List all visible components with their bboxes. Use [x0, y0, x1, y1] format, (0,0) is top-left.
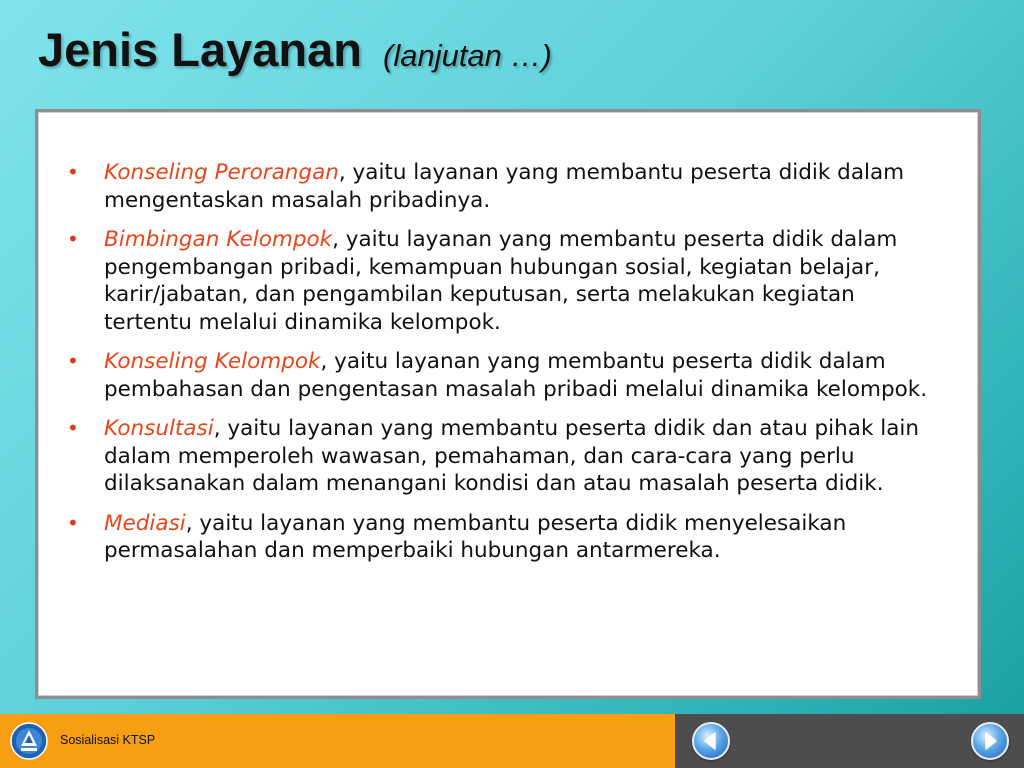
bullet-icon: • [67, 510, 79, 535]
tut-wuri-handayani-logo [10, 722, 48, 760]
service-list [67, 159, 947, 577]
list-item [67, 510, 947, 565]
list-item [67, 415, 947, 498]
item-text: , yaitu layanan yang membantu peserta didik dalam pengembangan pribadi, kemampuan hubungan sosial, kegiatan belajar, karir/jabatan, dan pengambilan keputusan, serta melakukan kegiatan tertentu melalui dinamika kelompok. [104, 227, 898, 335]
list-item [67, 226, 947, 336]
slide-title-sub: (lanjutan …) [383, 38, 552, 73]
item-term: Konseling Kelompok [104, 349, 321, 374]
bullet-icon: • [67, 416, 79, 440]
item-text: , yaitu layanan yang membantu peserta didik menyelesaikan permasalahan dan memperbaiki hubungan antarmereka. [104, 510, 847, 563]
footer-orange-section [0, 714, 675, 768]
previous-slide-button[interactable] [692, 722, 730, 760]
bullet-icon: • [67, 160, 79, 184]
slide-title-main: Jenis Layanan [38, 23, 362, 76]
arrow-right-icon [973, 724, 1007, 758]
slide-title [38, 22, 552, 77]
item-text: , yaitu layanan yang membantu peserta didik dalam mengentaskan masalah pribadinya. [104, 160, 905, 213]
footer-label: Sosialisasi KTSP [60, 733, 156, 747]
item-term: Konsultasi [104, 416, 214, 441]
list-item [67, 348, 947, 403]
footer-nav-section [675, 714, 1024, 768]
list-item [67, 159, 947, 214]
bullet-icon: • [67, 349, 79, 373]
bullet-icon: • [67, 227, 79, 251]
item-term: Bimbingan Kelompok [104, 227, 333, 252]
item-term: Mediasi [104, 510, 186, 536]
content-panel [35, 109, 981, 699]
item-text: , yaitu layanan yang membantu peserta didik dalam pembahasan dan pengentasan masalah pribadi melalui dinamika kelompok. [104, 349, 928, 402]
next-slide-button[interactable] [971, 722, 1009, 760]
footer-bar [0, 714, 1024, 768]
arrow-left-icon [694, 724, 728, 758]
item-text: , yaitu layanan yang membantu peserta didik dan atau pihak lain dalam memperoleh wawasan, pemahaman, dan cara-cara yang perlu dilaksanakan dalam menangani kondisi dan atau masalah peserta didik. [104, 416, 919, 496]
item-term: Konseling Perorangan [104, 160, 339, 185]
